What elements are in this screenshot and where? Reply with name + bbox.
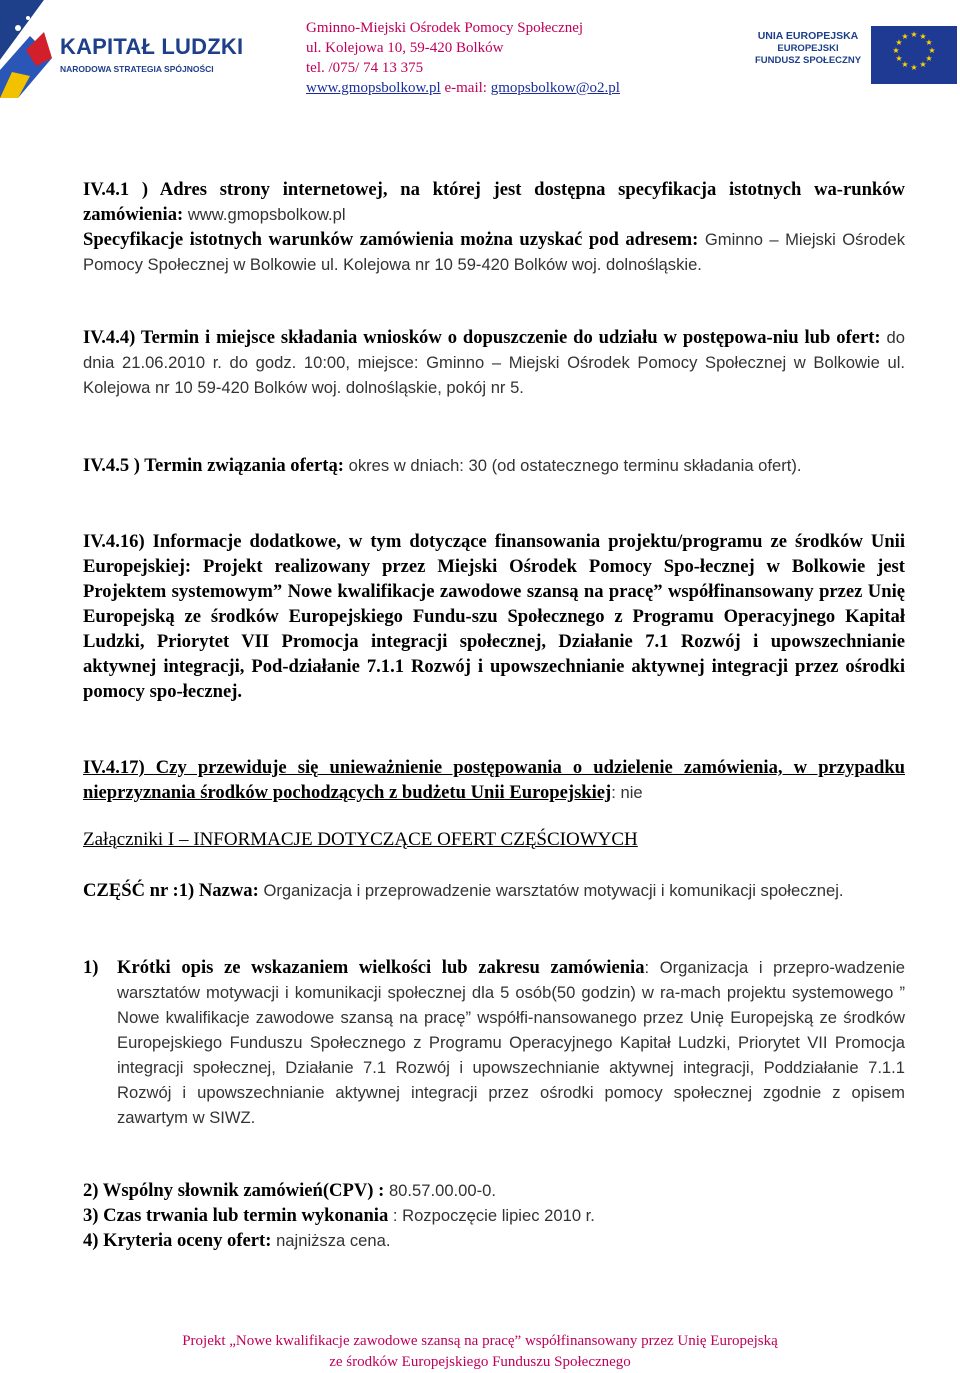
siwz-address-label: Specyfikacje istotnych warunków zamówienia można uzyskać pod adresem: (83, 229, 705, 250)
annex-item-3 (83, 1205, 595, 1227)
email-link[interactable]: gmopsbolkow@o2.pl (490, 80, 620, 96)
annex-item-3-label: 3) Czas trwania lub termin wykonania (83, 1205, 389, 1226)
annex-item-1 (83, 955, 905, 1130)
annex-item-1-text: : Organizacja i przepro-wadzenie warsztatów motywacji i komunikacji społecznej dla 5 osób(50 godzin) w ra-mach projektu systemowego ” Nowe kwalifikacje zawodowe szansą na pracę” współfi-nansowanego przez Unię Europejską ze środków Europejskiego Funduszu Społecznego z Programu Operacyjnego Kapitał Ludzki, Priorytet VII Promocja integracji społecznej, Działanie 7.1 Rozwój i upowszechnianie aktywnej integracji, Poddziałanie 7.1.1 Rozwój i upowszechnianie aktywnej integracji przez ośrodki pomocy społecznej zgodnie z opisem zawartym w SIWZ. (117, 958, 905, 1127)
section-iv-4-16 (83, 529, 905, 704)
org-web-email-line (306, 78, 620, 98)
org-name: Gminno-Miejski Ośrodek Pomocy Społecznej (306, 20, 584, 36)
svg-text:★: ★ (910, 63, 918, 72)
annex-item-4-text: najniższa cena. (276, 1231, 391, 1250)
eu-line3: FUNDUSZ SPOŁECZNY (754, 55, 862, 66)
section-iv-4-4 (83, 325, 905, 400)
org-address: ul. Kolejowa 10, 59-420 Bolków (306, 40, 504, 56)
section-iv-4-17-question: IV.4.17) Czy przewiduje się unieważnienie postępowania o udzielenie zamówienia, w przypadku nieprzyznania środków pochodzących z budżetu Unii Europejskiej (83, 757, 905, 803)
annex-heading: Załączniki I – INFORMACJE DOTYCZĄCE OFERT CZĘŚCIOWYCH (83, 829, 638, 850)
section-iv-4-5-text: okres w dniach: 30 (od ostatecznego terminu składania ofert). (348, 456, 802, 475)
footer-line-1: Projekt „Nowe kwalifikacje zawodowe szansą na pracę” współfinansowany przez Unię Europejską (182, 1333, 778, 1349)
section-iv-4-4-text: do dnia 21.06.2010 r. do godz. 10:00, miejsce: Gminno – Miejski Ośrodek Pomocy Społecznej w Bolkowie ul. Kolejowa nr 10 59-420 Bolków woj. dolnośląskie, pokój nr 5. (83, 328, 905, 397)
svg-text:★: ★ (919, 60, 927, 69)
svg-text:★: ★ (901, 60, 909, 69)
part-1-name: Organizacja i przeprowadzenie warsztatów motywacji i komunikacji społecznej. (263, 881, 844, 900)
section-iv-4-1 (83, 177, 905, 277)
svg-text:★: ★ (895, 38, 903, 47)
eu-line1: UNIA EUROPEJSKA (757, 30, 859, 42)
section-iv-4-1-url: www.gmopsbolkow.pl (187, 205, 346, 224)
annex-item-4-label: 4) Kryteria oceny ofert: (83, 1230, 277, 1251)
eu-logo-text (748, 30, 868, 67)
website-link[interactable]: www.gmopsbolkow.pl (306, 80, 441, 96)
section-iv-4-16-text: IV.4.16) Informacje dodatkowe, w tym dotyczące finansowania projektu/programu ze środków Unii Europejskiej: Projekt realizowany przez Miejski Ośrodek Pomocy Spo-łecznej w Bolkowie jest Projektem systemowym” Nowe kwalifikacje zawodowe szansą na pracę” współfinansowany przez Unię Europejską ze środków Europejskiego Fundu-szu Społecznego z Programu Operacyjnego Kapitał Ludzki, Priorytet VII Promocja integracji społecznej, Działanie 7.1 Rozwój i upowszechnianie aktywnej integracji, Pod-działanie 7.1.1 Rozwój i upowszechnianie aktywnej integracji przez ośrodki pomocy spo-łecznej. (83, 531, 905, 702)
org-phone: tel. /075/ 74 13 375 (306, 60, 424, 76)
annex-item-1-number: 1) (83, 957, 99, 978)
footer-line-2: ze środków Europejskiego Funduszu Społecznego (329, 1354, 631, 1370)
part-1 (83, 878, 905, 903)
svg-text:★: ★ (925, 54, 933, 63)
annex-item-1-label: Krótki opis ze wskazaniem wielkości lub zakresu zamówienia (117, 957, 645, 978)
section-iv-4-4-label: IV.4.4) Termin i miejsce składania wniosków o dopuszczenie do udziału w postępowa-niu lub ofert: (83, 327, 887, 348)
annex-item-2 (83, 1180, 496, 1202)
eu-line2: EUROPEJSKI (777, 43, 839, 54)
annex-item-2-text: 80.57.00.00-0. (388, 1181, 496, 1200)
section-iv-4-5 (83, 453, 905, 478)
siwz-address-text: Gminno – Miejski Ośrodek Pomocy Społecznej w Bolkowie ul. Kolejowa nr 10 59-420 Bolków woj. dolnośląskie. (83, 230, 905, 274)
kapital-ludzki-emblem-icon (0, 0, 60, 98)
kapital-ludzki-title: KAPITAŁ LUDZKI (60, 34, 244, 59)
kapital-ludzki-logo (0, 0, 244, 98)
page-footer (0, 1331, 960, 1373)
part-1-label: CZĘŚĆ nr :1) Nazwa: (83, 880, 264, 901)
svg-text:★: ★ (901, 32, 909, 41)
annex-item-2-label: 2) Wspólny słownik zamówień(CPV) : (83, 1180, 389, 1201)
svg-text:★: ★ (892, 46, 900, 55)
section-iv-4-5-label: IV.4.5 ) Termin związania ofertą: (83, 455, 349, 476)
svg-text:★: ★ (895, 54, 903, 63)
header-contact (306, 18, 620, 98)
section-iv-4-17-answer: : nie (611, 783, 643, 802)
section-iv-4-17 (83, 755, 905, 805)
kapital-ludzki-subtitle: NARODOWA STRATEGIA SPÓJNOŚCI (60, 64, 214, 74)
svg-text:★: ★ (910, 30, 918, 39)
annex-item-4 (83, 1230, 390, 1252)
email-label: e-mail: (440, 80, 491, 96)
eu-flag-icon (871, 26, 957, 84)
annex-item-3-text: : Rozpoczęcie lipiec 2010 r. (388, 1206, 595, 1225)
svg-text:★: ★ (919, 32, 927, 41)
svg-text:★: ★ (925, 38, 933, 47)
eu-logo (748, 30, 960, 80)
annex-item-1-content (117, 955, 905, 1130)
svg-text:★: ★ (928, 46, 936, 55)
section-iv-4-1-label: IV.4.1 ) Adres strony internetowej, na której jest dostępna specyfikacja istotnych wa-runków zamówienia: (83, 179, 905, 225)
